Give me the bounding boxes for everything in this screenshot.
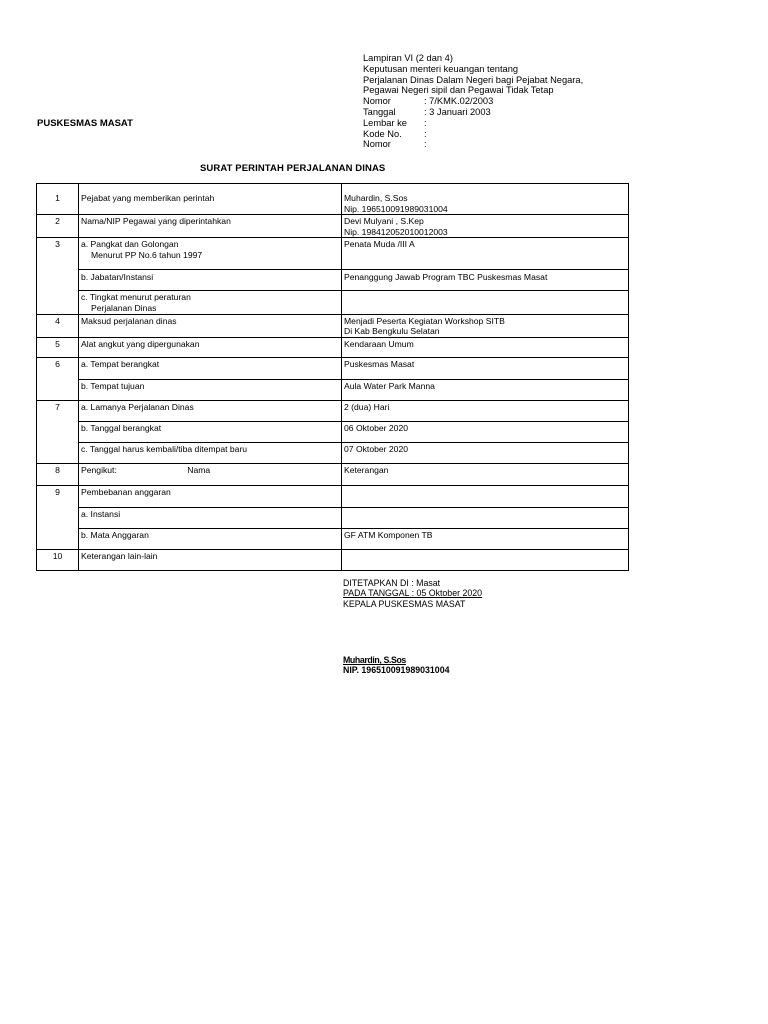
row-label bbox=[79, 463, 342, 485]
table-row bbox=[37, 357, 629, 379]
attachment-line-1: Lampiran VI (2 dan 4) bbox=[363, 53, 453, 63]
attachment-nomor-2 bbox=[363, 139, 583, 150]
row-number-empty bbox=[37, 528, 79, 549]
label-line: Menurut PP No.6 tahun 1997 bbox=[91, 249, 203, 260]
document-title: SURAT PERINTAH PERJALANAN DINAS bbox=[200, 163, 386, 174]
row-value: Penanggung Jawab Program TBC Puskesmas Masat bbox=[342, 270, 629, 291]
signer-name: Muhardin, S.Sos bbox=[343, 655, 406, 665]
position-line: KEPALA PUSKESMAS MASAT bbox=[343, 598, 466, 609]
row-number-empty bbox=[37, 507, 79, 528]
value-line: Muhardin, S.Sos bbox=[344, 193, 408, 203]
table-row bbox=[37, 270, 629, 291]
table-row bbox=[37, 549, 629, 570]
row-number-empty bbox=[37, 270, 79, 291]
row-value: 2 (dua) Hari bbox=[342, 400, 629, 421]
row-label: b. Tempat tujuan bbox=[79, 379, 342, 400]
row-label: Alat angkut yang dipergunakan bbox=[79, 337, 342, 357]
attachment-line-2: Keputusan menteri keuangan tentang bbox=[363, 63, 519, 74]
row-label: Nama/NIP Pegawai yang diperintahkan bbox=[79, 215, 342, 238]
row-label: b. Mata Anggaran bbox=[79, 528, 342, 549]
row-label: Keterangan lain-lain bbox=[79, 549, 342, 570]
value-line: Nip. 196510091989031004 bbox=[344, 203, 448, 214]
row-label: Pejabat yang memberikan perintah bbox=[79, 184, 342, 215]
label-line: Perjalanan Dinas bbox=[91, 302, 157, 313]
nomor-value: : 7/KMK.02/2003 bbox=[424, 96, 494, 107]
label-line: a. Pangkat dan Golongan bbox=[81, 239, 179, 250]
organization-name: PUSKESMAS MASAT bbox=[37, 118, 133, 129]
nomor-label: Nomor bbox=[363, 96, 391, 107]
attachment-line-4: Pegawai Negeri sipil dan Pegawai Tidak Tetap bbox=[363, 85, 554, 96]
tanggal-label: Tanggal bbox=[363, 106, 396, 117]
kode-value: : bbox=[424, 128, 427, 139]
table-row bbox=[37, 528, 629, 549]
row-label: a. Instansi bbox=[79, 507, 342, 528]
row-number: 8 bbox=[37, 463, 79, 485]
table-row bbox=[37, 215, 629, 238]
row-value bbox=[342, 184, 629, 215]
attachment-kode bbox=[363, 129, 583, 140]
row-label bbox=[79, 238, 342, 270]
row-number-empty bbox=[37, 291, 79, 314]
row-number: 6 bbox=[37, 357, 79, 379]
row-number: 2 bbox=[37, 215, 79, 238]
row-value: 07 Oktober 2020 bbox=[342, 442, 629, 463]
row-number: 9 bbox=[37, 485, 79, 507]
table-row bbox=[37, 507, 629, 528]
signature-block bbox=[343, 578, 482, 609]
row-label: Pembebanan anggaran bbox=[79, 485, 342, 507]
table-row bbox=[37, 400, 629, 421]
row-value bbox=[342, 485, 629, 507]
row-value: Keterangan bbox=[342, 463, 629, 485]
row-label: c. Tanggal harus kembali/tiba ditempat baru bbox=[79, 442, 342, 463]
value-line: Di Kab Bengkulu Selatan bbox=[344, 326, 440, 337]
row-value: Aula Water Park Manna bbox=[342, 379, 629, 400]
row-label bbox=[79, 291, 342, 314]
row-number-empty bbox=[37, 442, 79, 463]
ditetapkan-line: DITETAPKAN DI : Masat bbox=[343, 578, 441, 588]
table-row bbox=[37, 379, 629, 400]
signer-block bbox=[343, 655, 449, 676]
lembar-label: Lembar ke bbox=[363, 117, 407, 128]
nomor-2-value: : bbox=[424, 139, 427, 150]
row-number: 3 bbox=[37, 238, 79, 270]
label-line: c. Tingkat menurut peraturan bbox=[81, 292, 191, 303]
row-value: GF ATM Komponen TB bbox=[342, 528, 629, 549]
travel-order-table bbox=[36, 183, 629, 571]
table-row bbox=[37, 421, 629, 442]
table-row bbox=[37, 337, 629, 357]
row-value: Kendaraan Umum bbox=[342, 337, 629, 357]
row-label: Maksud perjalanan dinas bbox=[79, 314, 342, 337]
row-label: a. Tempat berangkat bbox=[79, 357, 342, 379]
row-number: 1 bbox=[37, 184, 79, 215]
row-number: 10 bbox=[37, 549, 79, 570]
row-label: b. Tanggal berangkat bbox=[79, 421, 342, 442]
tanggal-line: PADA TANGGAL : 05 Oktober 2020 bbox=[343, 588, 483, 599]
row-value: Puskesmas Masat bbox=[342, 357, 629, 379]
row-number: 5 bbox=[37, 337, 79, 357]
table-row bbox=[37, 463, 629, 485]
row-label: b. Jabatan/Instansi bbox=[79, 270, 342, 291]
kode-label: Kode No. bbox=[363, 128, 402, 139]
row-value: Penata Muda /III A bbox=[342, 238, 629, 270]
row-label: a. Lamanya Perjalanan Dinas bbox=[79, 400, 342, 421]
value-line: Nip. 198412052010012003 bbox=[344, 226, 448, 237]
tanggal-value: : 3 Januari 2003 bbox=[424, 106, 491, 117]
attachment-header bbox=[363, 53, 583, 150]
table-row bbox=[37, 442, 629, 463]
table-row bbox=[37, 184, 629, 215]
row-number: 4 bbox=[37, 314, 79, 337]
row-value bbox=[342, 215, 629, 238]
nomor-2-label: Nomor bbox=[363, 139, 391, 150]
table-row bbox=[37, 485, 629, 507]
row-value bbox=[342, 549, 629, 570]
table-row bbox=[37, 291, 629, 314]
table-row bbox=[37, 314, 629, 337]
attachment-tanggal bbox=[363, 107, 583, 118]
row-number-empty bbox=[37, 421, 79, 442]
row-value bbox=[342, 314, 629, 337]
signer-nip: NIP. 196510091989031004 bbox=[343, 665, 450, 676]
label-nama: Nama bbox=[187, 464, 211, 475]
table-row bbox=[37, 238, 629, 270]
attachment-line-3: Perjalanan Dinas Dalam Negeri bagi Pejabat Negara, bbox=[363, 74, 584, 85]
row-value bbox=[342, 507, 629, 528]
lembar-value: : bbox=[424, 117, 427, 128]
attachment-nomor bbox=[363, 96, 583, 107]
row-value: 06 Oktober 2020 bbox=[342, 421, 629, 442]
attachment-lembar bbox=[363, 118, 583, 129]
value-line: Devi Mulyani , S.Kep bbox=[344, 216, 424, 227]
label-pengikut: Pengikut: bbox=[81, 464, 117, 475]
row-number-empty bbox=[37, 379, 79, 400]
row-value bbox=[342, 291, 629, 314]
row-number: 7 bbox=[37, 400, 79, 421]
value-line: Menjadi Peserta Kegiatan Workshop SITB bbox=[344, 315, 505, 326]
